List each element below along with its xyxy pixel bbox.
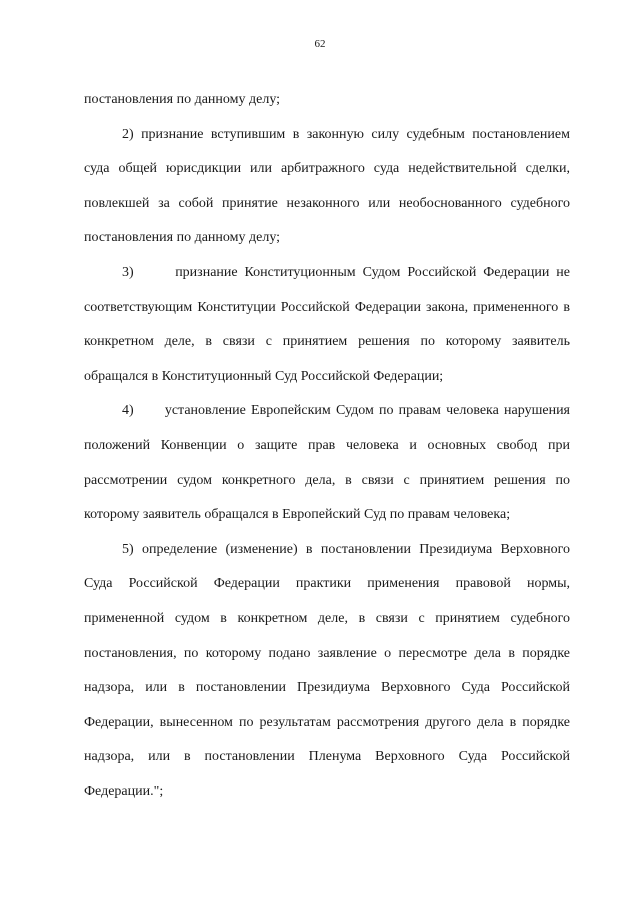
text-line: Федерации.";: [84, 783, 164, 799]
text-line: повлекшей за собой принятие незаконного или необоснованного судебного: [84, 195, 570, 211]
text-line: постановления, по которому подано заявление о пересмотре дела в порядке: [84, 645, 570, 661]
text-line: 2) признание вступившим в законную силу судебным постановлением: [122, 126, 570, 142]
document-body: [84, 90, 570, 816]
text-line: Суда Российской Федерации практики применения правовой нормы,: [84, 576, 570, 592]
text-line: 3) признание Конституционным Судом Российской Федерации не: [122, 264, 570, 280]
text-line: обращался в Конституционный Суд Российской Федерации;: [84, 368, 444, 384]
text-line: 5) определение (изменение) в постановлении Президиума Верховного: [122, 541, 570, 557]
text-line: положений Конвенции о защите прав человека и основных свобод при: [84, 437, 570, 453]
text-line: надзора, или в постановлении Президиума Верховного Суда Российской: [84, 680, 570, 696]
text-line: рассмотрении судом конкретного дела, в связи с принятием решения по: [84, 472, 570, 488]
text-line: 4) установление Европейским Судом по правам человека нарушения: [122, 403, 570, 419]
text-line: которому заявитель обращался в Европейский Суд по правам человека;: [84, 507, 511, 523]
text-line: Федерации, вынесенном по результатам рассмотрения другого дела в порядке: [84, 714, 570, 730]
text-line: постановления по данному делу;: [84, 92, 281, 107]
text-line: соответствующим Конституции Российской Федерации закона, примененного в: [84, 299, 570, 315]
text-line: суда общей юрисдикции или арбитражного суда недействительной сделки,: [84, 161, 570, 177]
text-line: примененной судом в конкретном деле, в связи с принятием судебного: [84, 610, 570, 626]
text-line: надзора, или в постановлении Пленума Верховного Суда Российской: [84, 749, 570, 765]
page-number: 62: [314, 38, 326, 50]
text-line: постановления по данному делу;: [84, 230, 281, 246]
text-line: конкретном деле, в связи с принятием решения по которому заявитель: [84, 334, 570, 350]
